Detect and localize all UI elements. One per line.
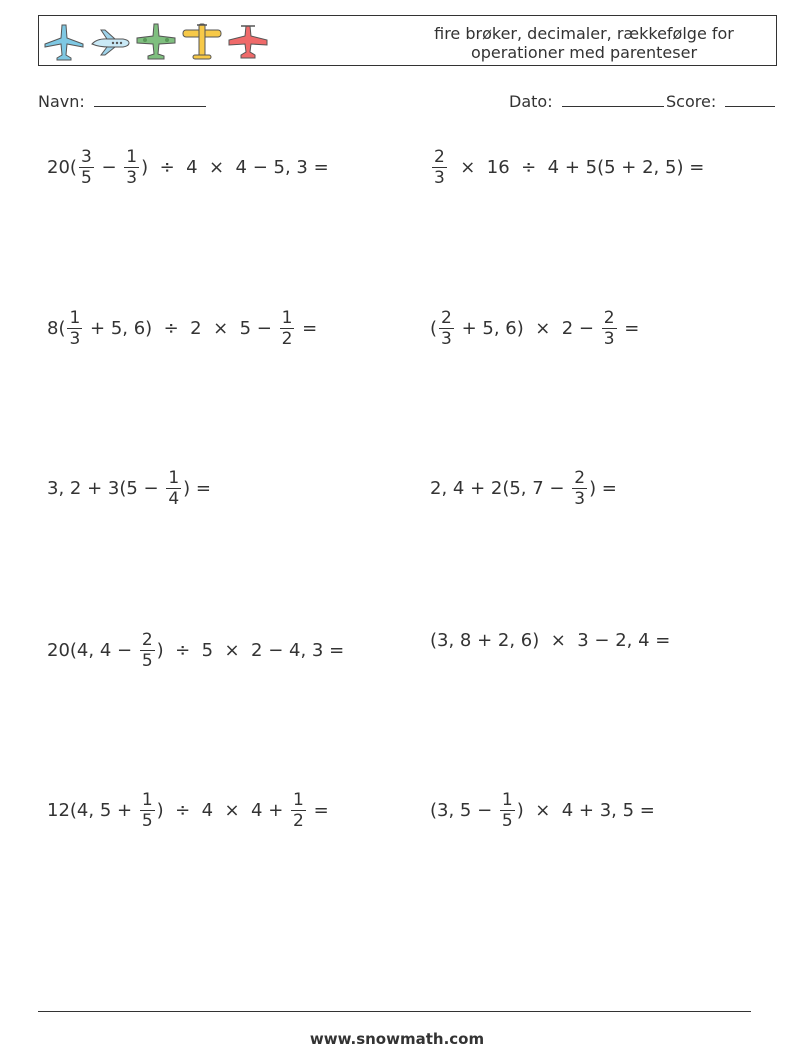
problem-5 [47, 468, 211, 509]
name-field [38, 92, 206, 111]
plane-blue-icon [43, 22, 85, 62]
expression-text: (3, 5 − [430, 800, 498, 821]
fraction-numerator: 2 [574, 468, 586, 488]
plane-light-icon [89, 22, 131, 62]
fraction [432, 147, 447, 188]
problem-6 [430, 468, 617, 509]
expression-text: 20( [47, 157, 77, 178]
plane-icons [43, 22, 269, 62]
fraction-denominator: 5 [141, 651, 153, 671]
fraction-numerator: 1 [141, 790, 153, 810]
problem-3 [47, 308, 317, 349]
problem-7 [47, 630, 344, 671]
fraction [124, 147, 139, 188]
fraction [140, 790, 155, 831]
footer-url: www.snowmath.com [309, 1030, 485, 1048]
fraction-numerator: 1 [69, 308, 81, 328]
expression-text: 20(4, 4 − [47, 640, 138, 661]
fraction-denominator: 5 [501, 811, 513, 831]
title-line-2: operationer med parenteser [470, 43, 698, 62]
fraction-denominator: 5 [141, 811, 153, 831]
date-blank[interactable] [562, 92, 664, 107]
fraction-numerator: 1 [168, 468, 180, 488]
title-line-1: fire brøker, decimaler, rækkefølge for [434, 24, 734, 43]
problem-2 [430, 147, 704, 188]
worksheet-header [38, 15, 777, 66]
worksheet-title [404, 24, 764, 62]
expression-text: 3, 2 + 3(5 − [47, 478, 165, 499]
fraction [166, 468, 181, 509]
expression-text: (3, 8 + 2, 6) × 3 − 2, 4 = [430, 630, 671, 651]
plane-yellow-icon [181, 22, 223, 62]
problem-10 [430, 790, 655, 831]
expression-text: = [307, 800, 329, 821]
fraction-denominator: 3 [603, 329, 615, 349]
expression-text: × 16 ÷ 4 + 5(5 + 2, 5) = [448, 157, 705, 178]
fraction-denominator: 3 [126, 168, 138, 188]
fraction-denominator: 5 [80, 168, 92, 188]
date-label: Dato: [509, 92, 553, 111]
fraction-numerator: 1 [293, 790, 304, 810]
fraction-numerator: 1 [126, 147, 138, 167]
expression-text: ( [430, 318, 438, 339]
fraction-denominator: 2 [281, 329, 293, 349]
fraction [79, 147, 94, 188]
expression-text: ) ÷ 5 × 2 − 4, 3 = [156, 640, 345, 661]
expression-text: = [296, 318, 318, 339]
date-field [509, 92, 664, 111]
expression-text: 8( [47, 318, 66, 339]
fraction-denominator: 3 [441, 329, 452, 349]
fraction-denominator: 3 [434, 168, 445, 188]
expression-text: ) = [183, 478, 211, 499]
fraction [500, 790, 515, 831]
fraction [280, 308, 295, 349]
fraction-numerator: 2 [603, 308, 615, 328]
expression-text: 2, 4 + 2(5, 7 − [430, 478, 571, 499]
fraction [439, 308, 454, 349]
fraction-denominator: 3 [574, 489, 586, 509]
problem-1 [47, 147, 329, 188]
score-blank[interactable] [725, 92, 775, 107]
expression-text: ) = [589, 478, 617, 499]
score-field [666, 92, 775, 111]
score-label: Score: [666, 92, 717, 111]
fraction-numerator: 1 [281, 308, 293, 328]
fraction [67, 308, 82, 349]
expression-text: ) × 4 + 3, 5 = [516, 800, 655, 821]
name-label: Navn: [38, 92, 85, 111]
plane-red-icon [227, 22, 269, 62]
name-blank[interactable] [94, 92, 206, 107]
fraction-numerator: 1 [501, 790, 513, 810]
fraction-numerator: 2 [141, 630, 153, 650]
fraction-numerator: 2 [434, 147, 445, 167]
problem-4 [430, 308, 639, 349]
fraction [572, 468, 587, 509]
problem-9 [47, 790, 329, 831]
problem-8 [430, 630, 670, 651]
fraction-numerator: 3 [80, 147, 92, 167]
fraction-numerator: 2 [441, 308, 452, 328]
expression-text: 12(4, 5 + [47, 800, 138, 821]
fraction-denominator: 3 [69, 329, 81, 349]
fraction-denominator: 4 [168, 489, 180, 509]
fraction [602, 308, 617, 349]
fraction-denominator: 2 [293, 811, 304, 831]
plane-green-icon [135, 22, 177, 62]
expression-text: − [95, 157, 123, 178]
expression-text: + 5, 6) ÷ 2 × 5 − [84, 318, 278, 339]
expression-text: ) ÷ 4 × 4 − 5, 3 = [141, 157, 329, 178]
expression-text: = [618, 318, 640, 339]
expression-text: + 5, 6) × 2 − [455, 318, 600, 339]
expression-text: ) ÷ 4 × 4 + [156, 800, 290, 821]
fraction [140, 630, 155, 671]
footer-divider [38, 1011, 751, 1012]
fraction [291, 790, 306, 831]
